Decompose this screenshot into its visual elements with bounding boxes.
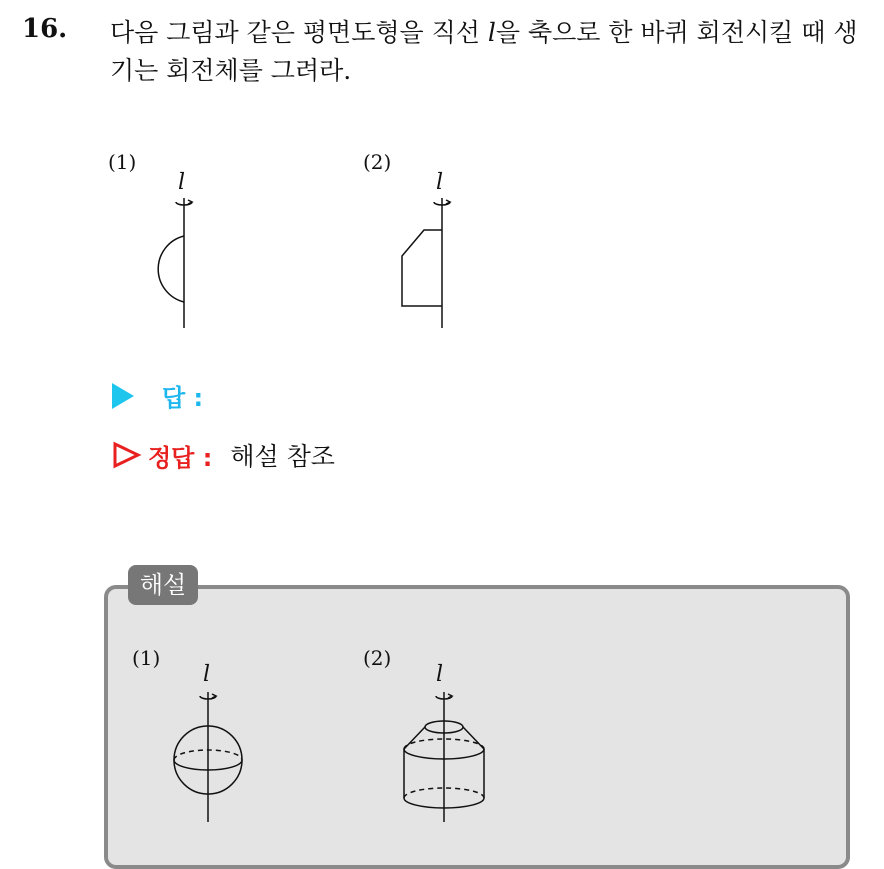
solution-figure-2-frustum-cylinder [398, 686, 498, 826]
correct-answer-row [112, 437, 335, 473]
correct-arrow-icon [112, 441, 142, 469]
correct-answer-label: 정답 : [148, 443, 213, 472]
solution-figure-1-axis-label: l [203, 662, 211, 687]
figure-2-axis-label: l [436, 170, 444, 195]
answer-row [112, 378, 203, 413]
question-text [110, 14, 870, 90]
solution-tag: 해설 [128, 565, 198, 605]
question-text-after: 을 축으로 한 바퀴 회전시킬 때 생기는 회전체를 그려라. [110, 18, 858, 85]
correct-answer-text: 해설 참조 [230, 442, 335, 471]
figure-1-label: (1) [108, 150, 137, 174]
figure-2-label: (2) [363, 150, 392, 174]
solution-figure-2-axis-label: l [436, 662, 444, 687]
answer-arrow-icon [112, 383, 134, 409]
solution-figure-1-sphere [164, 686, 254, 826]
question-variable: l [487, 18, 496, 47]
question-number: 16. [22, 14, 68, 44]
half-circle-shape [158, 236, 184, 302]
figure-1-axis-label: l [178, 170, 186, 195]
question-text-before: 다음 그림과 같은 평면도형을 직선 [110, 18, 488, 47]
solution-figure-2-label: (2) [363, 646, 392, 670]
figure-1-half-disk [140, 192, 220, 332]
polygon-shape [402, 230, 442, 306]
figure-2-plane-shape [396, 192, 476, 332]
solution-figure-1-label: (1) [132, 646, 161, 670]
answer-label: 답 : [162, 384, 204, 412]
